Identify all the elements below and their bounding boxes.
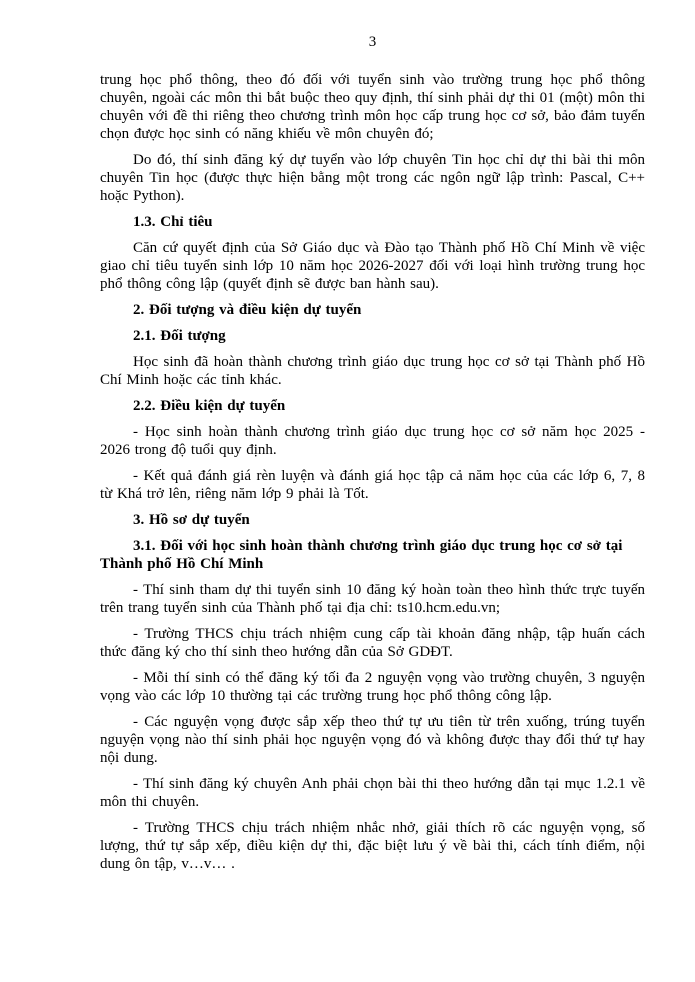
section-heading: 2. Đối tượng và điều kiện dự tuyển	[133, 302, 362, 318]
paragraph: - Kết quả đánh giá rèn luyện và đánh giá học tập cả năm học của các lớp 6, 7, 8 từ Khá trở lên, riêng năm lớp 9 phải là Tốt.	[100, 468, 645, 502]
document-content	[100, 71, 645, 873]
section-heading: 3. Hồ sơ dự tuyển	[133, 512, 250, 528]
paragraph: trung học phổ thông, theo đó đối với tuyển sinh vào trường trung học phổ thông chuyên, ngoài các môn thi bắt buộc theo quy định, thí sinh phải dự thi 01 (một) môn thi chuyên với đề thi riêng theo chương trình môn học cấp trung học cơ sở, bảo đảm tuyển chọn được học sinh có năng khiếu về môn chuyên đó;	[100, 72, 645, 142]
paragraph: Học sinh đã hoàn thành chương trình giáo dục trung học cơ sở tại Thành phố Hồ Chí Minh hoặc các tỉnh khác.	[100, 354, 645, 388]
section-heading: 2.2. Điều kiện dự tuyển	[133, 398, 286, 414]
paragraph: - Thí sinh tham dự thi tuyển sinh 10 đăng ký hoàn toàn theo hình thức trực tuyến trên trang tuyển sinh của Thành phố tại địa chỉ: ts10.hcm.edu.vn;	[100, 582, 645, 616]
paragraph: - Trường THCS chịu trách nhiệm cung cấp tài khoản đăng nhập, tập huấn cách thức đăng ký cho thí sinh theo hướng dẫn của Sở GDĐT.	[100, 626, 645, 660]
paragraph: Căn cứ quyết định của Sở Giáo dục và Đào tạo Thành phố Hồ Chí Minh về việc giao chỉ tiêu tuyển sinh lớp 10 năm học 2026-2027 đối với loại hình trường trung học phổ thông công lập (quyết định sẽ được ban hành sau).	[100, 240, 645, 292]
section-heading: 3.1. Đối với học sinh hoàn thành chương trình giáo dục trung học cơ sở tại Thành phố Hồ Chí Minh	[100, 538, 623, 572]
paragraph: - Trường THCS chịu trách nhiệm nhắc nhở, giải thích rõ các nguyện vọng, số lượng, thứ tự sắp xếp, điều kiện dự thi, đặc biệt lưu ý về bài thi, cách tính điểm, nội dung ôn tập, v…v… .	[100, 820, 645, 872]
paragraph: Do đó, thí sinh đăng ký dự tuyển vào lớp chuyên Tin học chỉ dự thi bài thi môn chuyên Tin học (được thực hiện bằng một trong các ngôn ngữ lập trình: Pascal, C++ hoặc Python).	[100, 152, 645, 204]
section-heading: 1.3. Chỉ tiêu	[133, 214, 213, 230]
paragraph: - Học sinh hoàn thành chương trình giáo dục trung học cơ sở năm học 2025 - 2026 trong độ tuổi quy định.	[100, 424, 645, 458]
page-number: 3	[368, 34, 377, 50]
section-heading: 2.1. Đối tượng	[133, 328, 226, 344]
paragraph: - Các nguyện vọng được sắp xếp theo thứ tự ưu tiên từ trên xuống, trúng tuyển nguyện vọng nào thí sinh phải học nguyện vọng đó và không được thay đổi thứ tự hay nội dung.	[100, 714, 645, 766]
paragraph: - Mỗi thí sinh có thể đăng ký tối đa 2 nguyện vọng vào trường chuyên, 3 nguyện vọng vào các lớp 10 thường tại các trường trung học phổ thông công lập.	[100, 670, 645, 704]
paragraph: - Thí sinh đăng ký chuyên Anh phải chọn bài thi theo hướng dẫn tại mục 1.2.1 về môn thi chuyên.	[100, 776, 645, 810]
